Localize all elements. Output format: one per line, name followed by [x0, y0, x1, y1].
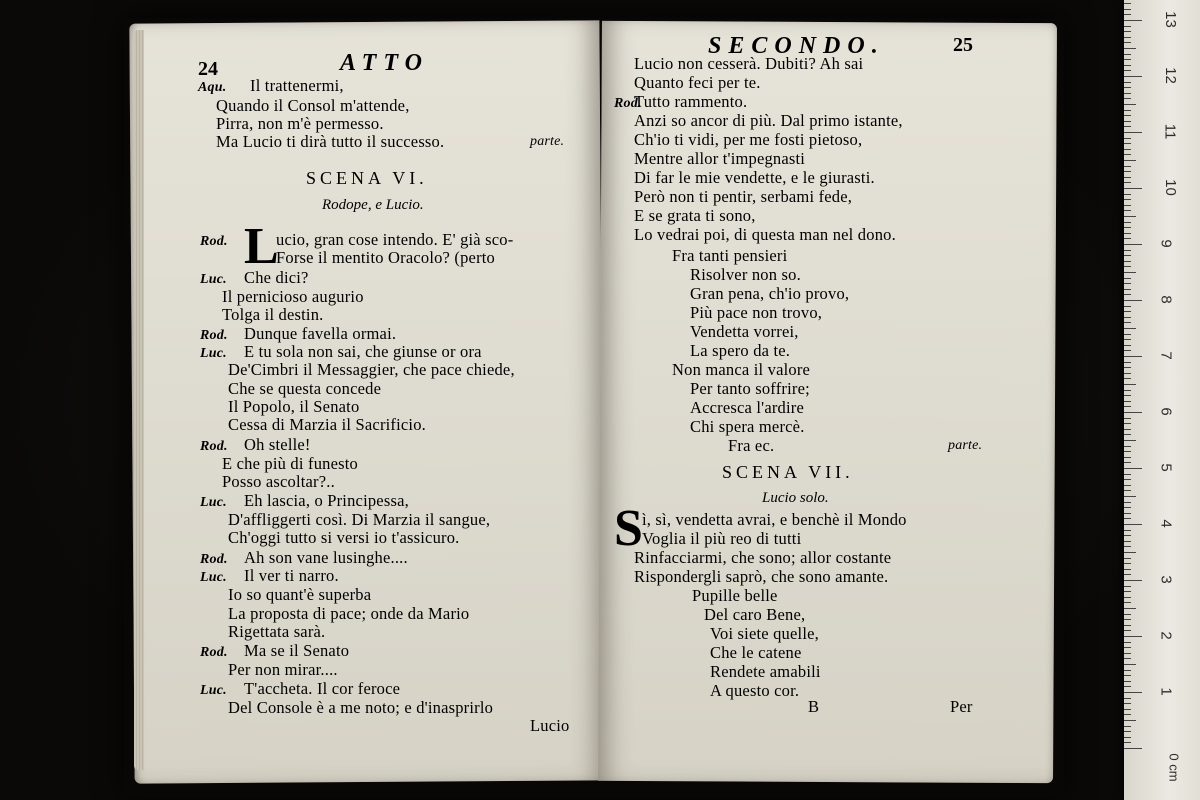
ruler-tick-mm	[1124, 334, 1131, 335]
verse-text: Ma Lucio ti dirà tutto il successo.	[216, 132, 445, 151]
verse-text: Tolga il destin.	[222, 305, 324, 324]
scene-heading: SCENA VI.	[306, 168, 428, 188]
verse-text: Del Console è a me noto; e d'inasprirlo	[228, 698, 494, 717]
verse-text: D'affliggerti così. Di Marzia il sangue,	[228, 510, 491, 529]
ruler-tick-mm	[1124, 166, 1131, 167]
verse-text: Lucio non cesserà. Dubiti? Ah sai	[634, 54, 864, 73]
ruler-tick-mm	[1124, 423, 1131, 424]
ruler-number: 13	[1161, 11, 1179, 28]
speaker-label: Luc.	[200, 570, 227, 585]
ruler-tick-mm	[1124, 362, 1131, 363]
ruler-tick-cm	[1124, 132, 1142, 133]
ruler-tick-cm	[1124, 692, 1142, 693]
ruler-tick-mm	[1124, 278, 1131, 279]
speaker-label: Rod.	[200, 645, 228, 660]
ruler-tick-mm	[1124, 350, 1131, 351]
verse-text: Per non mirar....	[228, 660, 338, 679]
ruler-tick-mm	[1124, 625, 1131, 626]
ruler-tick-mm	[1124, 194, 1131, 195]
ruler-tick-mm	[1124, 558, 1131, 559]
ruler-tick-mm	[1124, 143, 1131, 144]
ruler-tick-mm	[1124, 720, 1136, 721]
ruler-tick-mm	[1124, 233, 1131, 234]
ruler-tick-mm	[1124, 569, 1131, 570]
ruler-tick-mm	[1124, 306, 1131, 307]
verse-line	[222, 305, 324, 324]
verse-line	[228, 397, 359, 416]
ruler-tick-mm	[1124, 642, 1131, 643]
aria-line: Vendetta vorrei,	[690, 322, 799, 341]
verse-text: Mentre allor t'impegnasti	[634, 149, 806, 168]
ruler-tick-mm	[1124, 104, 1136, 105]
ruler-tick-cm	[1124, 20, 1142, 21]
ruler-tick-mm	[1124, 502, 1131, 503]
verse-line	[634, 149, 805, 168]
ruler-tick-mm	[1124, 681, 1131, 682]
verse-text: Che se questa concede	[228, 379, 382, 398]
verse-line	[200, 268, 309, 289]
verse-line	[228, 528, 460, 547]
speaker-label: Luc.	[200, 683, 227, 698]
aria-line: La spero da te.	[690, 341, 791, 360]
ruler-unit-label: 0 cm	[1166, 753, 1182, 782]
verse-line: Voglia il più reo di tutti	[642, 529, 802, 548]
ruler-tick-cm	[1124, 636, 1142, 637]
ruler-tick-mm	[1124, 345, 1131, 346]
ruler-tick-mm	[1124, 507, 1131, 508]
ruler-tick-mm	[1124, 311, 1131, 312]
ruler-tick-mm	[1124, 227, 1131, 228]
ruler-tick-mm	[1124, 378, 1131, 379]
ruler-tick-mm	[1124, 322, 1131, 323]
aria-line: Gran pena, ch'io provo,	[690, 284, 850, 303]
verse-text: Dunque favella ormai.	[244, 324, 397, 343]
verse-text: Ch'io ti vidi, per me fosti pietoso,	[634, 130, 863, 149]
verse-text: Il Popolo, il Senato	[228, 397, 360, 416]
ruler-tick-mm	[1124, 574, 1131, 575]
ruler-tick-mm	[1124, 474, 1131, 475]
ruler-tick-mm	[1124, 115, 1131, 116]
drop-capital: S	[614, 500, 643, 557]
ruler-tick-mm	[1124, 440, 1136, 441]
ruler-tick-mm	[1124, 496, 1136, 497]
verse-line	[200, 566, 339, 587]
ruler-tick-mm	[1124, 653, 1131, 654]
ruler-tick-mm	[1124, 222, 1131, 223]
ruler-tick-mm	[1124, 541, 1131, 542]
verse-line	[228, 415, 426, 434]
scene-characters: Rodope, e Lucio.	[322, 197, 424, 213]
ruler-tick-mm	[1124, 726, 1131, 727]
verse-text: Ch'oggi tutto si versi io t'assicuro.	[228, 528, 460, 547]
verse-text: T'accheta. Il cor feroce	[244, 679, 401, 698]
ruler-tick-mm	[1124, 670, 1131, 671]
ruler-tick-mm	[1124, 591, 1131, 592]
aria-line: A questo cor.	[710, 681, 800, 700]
verse-line: Rispondergli saprò, che sono amante.	[634, 567, 889, 586]
speaker-label: Aqu.	[198, 80, 227, 95]
verse-line	[634, 187, 852, 206]
scene-heading: SCENA VII.	[722, 462, 854, 482]
verse-line	[200, 679, 400, 700]
verse-text: E se grata ti sono,	[634, 206, 756, 225]
ruler-tick-mm	[1124, 597, 1131, 598]
aria-line: Del caro Bene,	[704, 605, 806, 624]
ruler-number: 10	[1161, 179, 1179, 196]
verse-line	[228, 698, 493, 717]
verse-text: Quanto feci per te.	[634, 73, 761, 92]
ruler-tick-mm	[1124, 535, 1131, 536]
ruler-tick-mm	[1124, 630, 1131, 631]
ruler-tick-mm	[1124, 82, 1131, 83]
ruler-tick-mm	[1124, 98, 1131, 99]
ruler-tick-mm	[1124, 121, 1131, 122]
verse-line	[634, 130, 862, 149]
verse-text: Pirra, non m'è permesso.	[216, 114, 384, 133]
speaker-label: Rod.	[200, 439, 228, 454]
ruler-tick-mm	[1124, 154, 1131, 155]
ruler-tick-mm	[1124, 586, 1131, 587]
ruler-tick-mm	[1124, 518, 1131, 519]
ruler-number: 6	[1157, 407, 1175, 416]
ruler-tick-mm	[1124, 390, 1131, 391]
verse-text: Che dici?	[244, 268, 309, 287]
aria-line: Per tanto soffrire;	[690, 379, 810, 398]
verse-line	[200, 641, 349, 662]
exit-direction: parte.	[530, 134, 565, 149]
scene-characters: Lucio solo.	[762, 490, 829, 506]
ruler-number: 11	[1161, 123, 1179, 140]
ruler-tick-mm	[1124, 563, 1131, 564]
ruler-tick-mm	[1124, 513, 1131, 514]
verse-text: ucio, gran cose intendo. E' già sco-	[276, 230, 514, 249]
verse-line	[222, 287, 364, 306]
ruler-tick-mm	[1124, 70, 1131, 71]
ruler-tick-mm	[1124, 216, 1136, 217]
ruler-tick-mm	[1124, 703, 1131, 704]
verse-text: Eh lascia, o Principessa,	[244, 491, 409, 510]
verse-line	[634, 225, 896, 244]
ruler-tick-mm	[1124, 261, 1131, 262]
ruler-tick-mm	[1124, 294, 1131, 295]
verse-line	[228, 622, 325, 641]
verse-line	[216, 96, 410, 115]
ruler-tick-mm	[1124, 3, 1131, 4]
ruler-tick-mm	[1124, 199, 1131, 200]
verse-line	[198, 76, 344, 97]
ruler-tick-mm	[1124, 546, 1131, 547]
verse-line	[276, 248, 495, 267]
verse-line: Rinfacciarmi, che sono; allor costante	[634, 548, 892, 567]
ruler-tick-mm	[1124, 238, 1131, 239]
verse-text: Cessa di Marzia il Sacrificio.	[228, 415, 426, 434]
ruler-tick-mm	[1124, 457, 1131, 458]
ruler-tick-mm	[1124, 742, 1131, 743]
ruler-tick-mm	[1124, 401, 1131, 402]
catchword: Lucio	[530, 716, 570, 735]
running-header-right: SECONDO.	[708, 33, 885, 59]
verse-text: Di far le mie vendette, e le giurasti.	[634, 168, 875, 187]
aria-line: Non manca il valore	[672, 360, 811, 379]
verse-text: Il pernicioso augurio	[222, 287, 364, 306]
aria-line: Risolver non so.	[690, 265, 801, 284]
verse-text: Lo vedrai poi, di questa man nel dono.	[634, 225, 896, 244]
verse-line	[228, 510, 490, 529]
ruler-tick-mm	[1124, 429, 1131, 430]
ruler-number: 12	[1161, 67, 1179, 84]
ruler-tick-mm	[1124, 339, 1131, 340]
ruler-number: 7	[1157, 351, 1175, 360]
aria-line: Più pace non trovo,	[690, 303, 823, 322]
ruler-tick-mm	[1124, 182, 1131, 183]
ruler-tick-mm	[1124, 485, 1131, 486]
ruler-tick-mm	[1124, 698, 1131, 699]
ruler-tick-mm	[1124, 367, 1131, 368]
ruler-tick-cm	[1124, 356, 1142, 357]
ruler-tick-mm	[1124, 328, 1136, 329]
aria-line: Fra tanti pensieri	[672, 246, 788, 265]
measuring-ruler	[1124, 0, 1200, 800]
verse-line	[228, 604, 469, 623]
ruler-number: 3	[1157, 575, 1175, 584]
ruler-tick-mm	[1124, 177, 1131, 178]
speaker-label: Luc.	[200, 272, 227, 287]
ruler-tick-mm	[1124, 373, 1131, 374]
aria-line: Rendete amabili	[710, 662, 821, 681]
speaker-label: Rod.	[200, 328, 228, 343]
ruler-tick-mm	[1124, 289, 1131, 290]
ruler-tick-mm	[1124, 490, 1131, 491]
verse-text: Rigettata sarà.	[228, 622, 326, 641]
ruler-tick-mm	[1124, 9, 1131, 10]
ruler-tick-mm	[1124, 462, 1131, 463]
speaker-label: Rod.	[200, 552, 228, 567]
ruler-tick-mm	[1124, 686, 1131, 687]
verse-line	[216, 132, 444, 151]
verse-line	[634, 111, 903, 130]
ruler-tick-mm	[1124, 250, 1131, 251]
ruler-tick-mm	[1124, 272, 1136, 273]
ruler-tick-mm	[1124, 171, 1131, 172]
signature-mark: B	[808, 697, 820, 716]
page-edges	[134, 30, 144, 770]
verse-line	[200, 491, 409, 512]
page-number-right: 25	[953, 34, 973, 56]
exit-direction: parte.	[948, 438, 983, 453]
aria-line: Pupille belle	[692, 586, 778, 605]
verse-line	[222, 472, 335, 491]
verse-line	[228, 660, 338, 679]
speaker-label: Rod.	[614, 96, 642, 111]
ruler-tick-mm	[1124, 731, 1131, 732]
verse-text: Forse il mentito Oracolo? (perto	[276, 248, 496, 267]
ruler-tick-mm	[1124, 210, 1131, 211]
verse-text: E che più di funesto	[222, 454, 358, 473]
ruler-tick-mm	[1124, 714, 1131, 715]
verse-text: Ah son vane lusinghe....	[244, 548, 408, 567]
ruler-tick-mm	[1124, 658, 1131, 659]
ruler-tick-mm	[1124, 451, 1131, 452]
verse-text: De'Cimbri il Messaggier, che pace chiede,	[228, 360, 515, 379]
ruler-tick-mm	[1124, 126, 1131, 127]
ruler-tick-mm	[1124, 647, 1131, 648]
verse-line: ì, sì, vendetta avrai, e benchè il Mondo	[642, 510, 907, 529]
verse-line	[222, 454, 358, 473]
ruler-tick-mm	[1124, 446, 1131, 447]
ruler-tick-cm	[1124, 524, 1142, 525]
verse-text: Però non ti pentir, serbami fede,	[634, 187, 853, 206]
aria-line: Chi spera mercè.	[690, 417, 805, 436]
ruler-tick-mm	[1124, 434, 1131, 435]
ruler-tick-cm	[1124, 76, 1142, 77]
ruler-tick-mm	[1124, 384, 1136, 385]
verse-line	[614, 92, 747, 113]
ruler-tick-cm	[1124, 300, 1142, 301]
ruler-number: 2	[1157, 631, 1175, 640]
speaker-label: Rod.	[200, 234, 228, 249]
verse-line	[634, 73, 761, 92]
ruler-tick-mm	[1124, 110, 1131, 111]
verse-line	[200, 435, 311, 456]
verse-line	[634, 168, 875, 187]
ruler-tick-mm	[1124, 93, 1131, 94]
verse-text: E tu sola non sai, che giunse or ora	[244, 342, 482, 361]
ruler-tick-mm	[1124, 614, 1131, 615]
verse-text: Quando il Consol m'attende,	[216, 96, 410, 115]
verse-text: Ma se il Senato	[244, 641, 350, 660]
ruler-tick-mm	[1124, 54, 1131, 55]
verse-line	[634, 54, 863, 73]
ruler-tick-cm	[1124, 748, 1142, 749]
ruler-tick-mm	[1124, 530, 1131, 531]
ruler-tick-cm	[1124, 468, 1142, 469]
verse-line	[228, 379, 381, 398]
verse-line	[216, 114, 384, 133]
speaker-label: Luc.	[200, 495, 227, 510]
ruler-tick-mm	[1124, 59, 1131, 60]
ruler-number: 9	[1157, 239, 1175, 248]
ruler-number: 8	[1157, 295, 1175, 304]
ruler-tick-mm	[1124, 418, 1131, 419]
ruler-tick-cm	[1124, 244, 1142, 245]
ruler-tick-mm	[1124, 14, 1131, 15]
ruler-tick-mm	[1124, 266, 1131, 267]
ruler-tick-mm	[1124, 608, 1136, 609]
verse-text: Oh stelle!	[244, 435, 311, 454]
ruler-tick-mm	[1124, 737, 1131, 738]
speaker-label: Luc.	[200, 346, 227, 361]
ruler-tick-mm	[1124, 619, 1131, 620]
ruler-tick-mm	[1124, 205, 1131, 206]
page-number-left: 24	[198, 58, 218, 80]
da-capo: Fra ec.	[728, 436, 775, 455]
ruler-tick-mm	[1124, 709, 1131, 710]
aria-line: Accresca l'ardire	[690, 398, 805, 417]
verse-line	[228, 360, 515, 379]
ruler-tick-mm	[1124, 26, 1131, 27]
ruler-tick-mm	[1124, 255, 1131, 256]
ruler-tick-mm	[1124, 406, 1131, 407]
ruler-tick-mm	[1124, 42, 1131, 43]
verse-text: Posso ascoltar?..	[222, 472, 335, 491]
running-header-left: ATTO	[340, 50, 429, 76]
aria-line: Voi siete quelle,	[710, 624, 819, 643]
ruler-tick-mm	[1124, 552, 1136, 553]
verse-text: La proposta di pace; onde da Mario	[228, 604, 470, 623]
verse-text: Il ver ti narro.	[244, 566, 339, 585]
ruler-tick-mm	[1124, 602, 1131, 603]
ruler-tick-mm	[1124, 138, 1131, 139]
ruler-tick-mm	[1124, 664, 1136, 665]
verse-text: Tutto rammento.	[634, 92, 748, 111]
ruler-tick-mm	[1124, 65, 1131, 66]
aria-line: Che le catene	[710, 643, 802, 662]
ruler-number: 1	[1157, 687, 1175, 696]
ruler-tick-mm	[1124, 395, 1131, 396]
verse-text: Anzi so ancor di più. Dal primo istante,	[634, 111, 903, 130]
ruler-number: 5	[1157, 463, 1175, 472]
verse-line	[634, 206, 756, 225]
ruler-tick-mm	[1124, 160, 1136, 161]
ruler-tick-cm	[1124, 580, 1142, 581]
ruler-number: 4	[1157, 519, 1175, 528]
ruler-tick-mm	[1124, 149, 1131, 150]
ruler-tick-mm	[1124, 283, 1131, 284]
verse-text: Il trattenermi,	[250, 76, 344, 95]
verse-text: Io so quant'è superba	[228, 585, 372, 604]
drop-capital: L	[244, 218, 279, 275]
ruler-tick-mm	[1124, 87, 1131, 88]
ruler-tick-mm	[1124, 675, 1131, 676]
ruler-tick-mm	[1124, 37, 1131, 38]
ruler-tick-cm	[1124, 412, 1142, 413]
catchword: Per	[950, 697, 973, 716]
ruler-tick-mm	[1124, 479, 1131, 480]
ruler-tick-mm	[1124, 31, 1131, 32]
verse-line	[228, 585, 371, 604]
ruler-tick-mm	[1124, 317, 1131, 318]
ruler-tick-cm	[1124, 188, 1142, 189]
ruler-tick-mm	[1124, 48, 1136, 49]
